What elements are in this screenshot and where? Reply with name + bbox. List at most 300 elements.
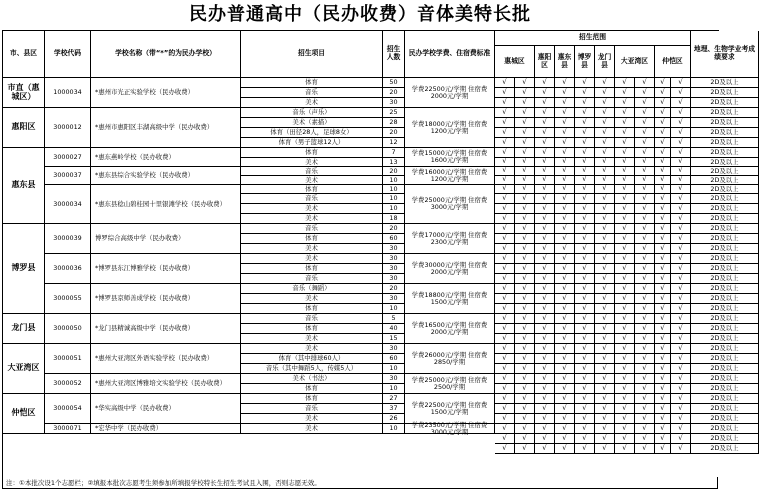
scope-check: √: [671, 354, 691, 364]
school-name: *惠州市光正实验学校（民办收费）: [91, 78, 241, 108]
program-count: 15: [383, 334, 405, 344]
scope-check: √: [555, 108, 575, 118]
scope-check: √: [671, 167, 691, 176]
scope-check: √: [515, 176, 535, 185]
scope-check: √: [515, 138, 535, 148]
scope-check: √: [595, 108, 615, 118]
header-code: 学校代码: [45, 31, 91, 78]
requirement-cell: 2D及以上: [691, 384, 759, 394]
scope-check: √: [535, 167, 555, 176]
scope-check: √: [575, 434, 595, 444]
school-name: *惠东县综合实验学校（民办收费）: [91, 167, 241, 185]
scope-check: √: [495, 148, 515, 158]
fee-cell: 学费25000元/学期 住宿费2500/学期: [405, 374, 495, 394]
scope-check: √: [515, 374, 535, 384]
program-name: 音乐: [241, 274, 383, 284]
scope-check: √: [615, 304, 635, 314]
scope-check: √: [635, 274, 655, 284]
program-name: 美术: [241, 158, 383, 167]
header-district: 惠城区: [495, 46, 535, 78]
header-district: 博罗县: [575, 46, 595, 78]
scope-check: √: [655, 414, 671, 424]
fee-cell: 学费23500元/学期 住宿费3000元/学期: [405, 424, 495, 434]
scope-check: √: [515, 244, 535, 254]
scope-check: √: [495, 204, 515, 214]
scope-check: √: [671, 304, 691, 314]
scope-check: √: [615, 244, 635, 254]
scope-check: √: [671, 194, 691, 204]
scope-check: √: [635, 334, 655, 344]
header-fee: 民办学校学费、住宿费标准: [405, 31, 495, 78]
scope-check: √: [555, 176, 575, 185]
requirement-cell: 2D及以上: [691, 314, 759, 324]
scope-check: √: [635, 394, 655, 404]
scope-check: √: [495, 314, 515, 324]
scope-check: √: [575, 128, 595, 138]
scope-check: √: [515, 204, 535, 214]
program-count: 10: [383, 384, 405, 394]
program-name: 美术: [241, 204, 383, 214]
scope-check: √: [595, 284, 615, 294]
scope-check: √: [535, 224, 555, 234]
scope-check: √: [575, 304, 595, 314]
scope-check: √: [655, 254, 671, 264]
scope-check: √: [635, 204, 655, 214]
scope-check: √: [515, 194, 535, 204]
scope-check: √: [495, 324, 515, 334]
fee-cell: 学费15000元/学期 住宿费1600元/学期: [405, 148, 495, 167]
scope-check: √: [615, 364, 635, 374]
header-requirement: 地理、生物学业考成绩要求: [691, 31, 759, 78]
requirement-cell: 2D及以上: [691, 234, 759, 244]
requirement-cell: 2D及以上: [691, 284, 759, 294]
requirement-cell: 2D及以上: [691, 334, 759, 344]
scope-check: √: [535, 384, 555, 394]
requirement-cell: 2D及以上: [691, 434, 759, 444]
scope-check: √: [555, 214, 575, 224]
scope-check: √: [595, 224, 615, 234]
program-name: 美术: [241, 294, 383, 304]
scope-check: √: [515, 78, 535, 88]
fee-cell: 学费18000元/学期 住宿费1200元/学期: [405, 108, 495, 148]
program-count: 30: [383, 98, 405, 108]
scope-check: √: [575, 108, 595, 118]
scope-check: √: [635, 158, 655, 167]
requirement-cell: 2D及以上: [691, 158, 759, 167]
school-name: *博罗县京师善成学校（民办收费）: [91, 284, 241, 314]
scope-check: √: [595, 176, 615, 185]
scope-check: √: [575, 294, 595, 304]
scope-check: √: [615, 384, 635, 394]
program-name: 美术（书法）: [241, 374, 383, 384]
scope-check: √: [555, 138, 575, 148]
scope-check: √: [671, 274, 691, 284]
city-cell: 大亚湾区: [3, 344, 45, 394]
scope-check: √: [555, 185, 575, 194]
school-code: 3000036: [45, 254, 91, 284]
requirement-cell: 2D及以上: [691, 88, 759, 98]
scope-check: √: [671, 148, 691, 158]
scope-check: √: [615, 394, 635, 404]
scope-check: √: [635, 194, 655, 204]
requirement-cell: 2D及以上: [691, 424, 759, 434]
scope-check: √: [495, 176, 515, 185]
scope-check: √: [575, 194, 595, 204]
scope-check: √: [615, 354, 635, 364]
header-district: 龙门县: [595, 46, 615, 78]
requirement-cell: 2D及以上: [691, 404, 759, 414]
scope-check: √: [671, 214, 691, 224]
program-name: 体育: [241, 304, 383, 314]
scope-check: √: [615, 98, 635, 108]
scope-check: √: [655, 167, 671, 176]
scope-check: √: [671, 118, 691, 128]
scope-check: √: [555, 204, 575, 214]
scope-check: √: [535, 118, 555, 128]
program-count: 30: [383, 254, 405, 264]
scope-check: √: [655, 274, 671, 284]
scope-check: √: [555, 334, 575, 344]
scope-check: √: [555, 434, 575, 444]
scope-check: √: [595, 185, 615, 194]
scope-check: √: [635, 354, 655, 364]
header-district: 惠东县: [555, 46, 575, 78]
scope-check: √: [495, 334, 515, 344]
scope-check: √: [495, 304, 515, 314]
scope-check: √: [555, 444, 575, 454]
scope-check: √: [655, 374, 671, 384]
scope-check: √: [535, 324, 555, 334]
scope-check: √: [535, 176, 555, 185]
scope-check: √: [595, 434, 615, 444]
scope-check: √: [495, 264, 515, 274]
scope-check: √: [655, 354, 671, 364]
school-code: 3000027: [45, 148, 91, 167]
scope-check: √: [535, 404, 555, 414]
program-name: 美术: [241, 254, 383, 264]
scope-check: √: [635, 224, 655, 234]
scope-check: √: [495, 185, 515, 194]
scope-check: √: [671, 158, 691, 167]
scope-check: √: [595, 214, 615, 224]
scope-check: √: [495, 78, 515, 88]
program-count: 30: [383, 274, 405, 284]
scope-check: √: [671, 88, 691, 98]
scope-check: √: [555, 324, 575, 334]
scope-check: √: [655, 98, 671, 108]
scope-check: √: [671, 264, 691, 274]
scope-check: √: [535, 284, 555, 294]
scope-check: √: [595, 98, 615, 108]
program-count: 20: [383, 224, 405, 234]
scope-check: √: [495, 284, 515, 294]
scope-check: √: [671, 138, 691, 148]
school-code: 3000055: [45, 284, 91, 314]
scope-check: √: [535, 234, 555, 244]
scope-check: √: [595, 404, 615, 414]
school-name: *惠州大亚湾区博雅培文实验学校（民办收费）: [91, 374, 241, 394]
program-count: 30: [383, 244, 405, 254]
scope-check: √: [555, 374, 575, 384]
scope-check: √: [595, 354, 615, 364]
school-code: 3000054: [45, 394, 91, 424]
scope-check: √: [595, 414, 615, 424]
requirement-cell: 2D及以上: [691, 394, 759, 404]
scope-check: √: [671, 284, 691, 294]
city-cell: 惠东县: [3, 148, 45, 224]
header-district: 惠阳区: [535, 46, 555, 78]
scope-check: √: [575, 98, 595, 108]
scope-check: √: [595, 148, 615, 158]
fee-cell: 学费22500元/学期 住宿费1500元/学期: [405, 394, 495, 424]
scope-check: √: [635, 314, 655, 324]
scope-check: √: [671, 334, 691, 344]
program-count: 10: [383, 194, 405, 204]
scope-check: √: [515, 294, 535, 304]
footnote: 注：①本批次设1个志愿栏；②填报本批次志愿考生须参加所填报学校特长生招生考试且入围，否则志愿无效。: [2, 477, 718, 489]
program-name: 音乐（其中舞蹈5人，传媒5人）: [241, 364, 383, 374]
scope-check: √: [615, 204, 635, 214]
program-count: 20: [383, 128, 405, 138]
scope-check: √: [575, 334, 595, 344]
fee-cell: 学费25000元/学期 住宿费3000元/学期: [405, 185, 495, 224]
scope-check: √: [555, 294, 575, 304]
program-name: 体育: [241, 78, 383, 88]
scope-check: √: [495, 118, 515, 128]
scope-check: √: [515, 424, 535, 434]
program-name: 音乐: [241, 224, 383, 234]
scope-check: √: [595, 78, 615, 88]
scope-check: √: [535, 274, 555, 284]
scope-check: √: [495, 128, 515, 138]
scope-check: √: [671, 224, 691, 234]
scope-check: √: [575, 88, 595, 98]
program-count: 10: [383, 185, 405, 194]
scope-check: √: [535, 254, 555, 264]
scope-check: √: [535, 98, 555, 108]
scope-check: √: [515, 394, 535, 404]
scope-check: √: [595, 234, 615, 244]
scope-check: √: [635, 384, 655, 394]
scope-check: √: [495, 354, 515, 364]
scope-check: √: [535, 444, 555, 454]
scope-check: √: [515, 185, 535, 194]
scope-check: √: [671, 344, 691, 354]
scope-check: √: [615, 374, 635, 384]
scope-check: √: [615, 444, 635, 454]
scope-check: √: [635, 244, 655, 254]
fee-cell: 学费16500元/学期 住宿费2000元/学期: [405, 314, 495, 344]
scope-check: √: [555, 424, 575, 434]
scope-check: √: [515, 364, 535, 374]
scope-check: √: [635, 108, 655, 118]
scope-check: √: [535, 78, 555, 88]
scope-check: √: [535, 374, 555, 384]
program-count: 50: [383, 78, 405, 88]
scope-check: √: [575, 167, 595, 176]
scope-check: √: [555, 404, 575, 414]
scope-check: √: [495, 234, 515, 244]
scope-check: √: [535, 108, 555, 118]
scope-check: √: [671, 394, 691, 404]
scope-check: √: [495, 138, 515, 148]
scope-check: √: [671, 294, 691, 304]
scope-check: √: [535, 314, 555, 324]
scope-check: √: [635, 98, 655, 108]
scope-check: √: [555, 354, 575, 364]
scope-check: √: [535, 394, 555, 404]
scope-check: √: [535, 424, 555, 434]
scope-check: √: [671, 244, 691, 254]
header-scope: 招生范围: [495, 31, 691, 46]
scope-check: √: [595, 194, 615, 204]
scope-check: √: [655, 404, 671, 414]
scope-check: √: [555, 414, 575, 424]
scope-check: √: [595, 244, 615, 254]
requirement-cell: 2D及以上: [691, 148, 759, 158]
program-count: 30: [383, 344, 405, 354]
scope-check: √: [671, 78, 691, 88]
program-count: 10: [383, 424, 405, 434]
program-name: 美术: [241, 244, 383, 254]
program-name: 音乐（舞蹈）: [241, 284, 383, 294]
scope-check: √: [555, 384, 575, 394]
scope-check: √: [515, 214, 535, 224]
scope-check: √: [495, 254, 515, 264]
fee-cell: 学费26000元/学期 住宿费2850/学期: [405, 344, 495, 374]
scope-check: √: [515, 404, 535, 414]
scope-check: √: [615, 414, 635, 424]
scope-check: √: [615, 424, 635, 434]
scope-check: √: [575, 176, 595, 185]
program-count: 10: [383, 204, 405, 214]
scope-check: √: [635, 138, 655, 148]
program-name: 音乐: [241, 88, 383, 98]
scope-check: √: [635, 344, 655, 354]
scope-check: √: [635, 284, 655, 294]
scope-check: √: [555, 118, 575, 128]
scope-check: √: [575, 138, 595, 148]
scope-check: √: [655, 264, 671, 274]
scope-check: √: [575, 264, 595, 274]
scope-check: √: [555, 78, 575, 88]
school-name: *惠州大亚湾区外语实验学校（民办收费）: [91, 344, 241, 374]
scope-check: √: [671, 384, 691, 394]
scope-check: √: [495, 108, 515, 118]
requirement-cell: 2D及以上: [691, 224, 759, 234]
scope-check: √: [495, 194, 515, 204]
scope-check: √: [575, 354, 595, 364]
scope-check: √: [595, 444, 615, 454]
scope-check: √: [615, 185, 635, 194]
program-count: 40: [383, 324, 405, 334]
program-name: 体育: [241, 264, 383, 274]
scope-check: √: [535, 204, 555, 214]
scope-check: √: [671, 314, 691, 324]
fee-cell: 学费22500元/学期 住宿费2000元/学期: [405, 78, 495, 108]
scope-check: √: [671, 434, 691, 444]
scope-check: √: [575, 78, 595, 88]
program-count: 30: [383, 294, 405, 304]
program-count: 25: [383, 108, 405, 118]
scope-check: √: [515, 158, 535, 167]
scope-check: √: [655, 394, 671, 404]
program-count: 28: [383, 118, 405, 128]
program-count: 60: [383, 354, 405, 364]
requirement-cell: 2D及以上: [691, 214, 759, 224]
scope-check: √: [635, 434, 655, 444]
scope-check: √: [655, 384, 671, 394]
requirement-cell: 2D及以上: [691, 138, 759, 148]
fee-cell: 学费17000元/学期 住宿费2300元/学期: [405, 224, 495, 254]
scope-check: √: [671, 176, 691, 185]
scope-check: √: [535, 334, 555, 344]
program-name: 美术（素描）: [241, 118, 383, 128]
scope-check: √: [555, 244, 575, 254]
scope-check: √: [615, 334, 635, 344]
scope-check: √: [615, 108, 635, 118]
scope-check: √: [635, 128, 655, 138]
scope-check: √: [495, 224, 515, 234]
scope-check: √: [655, 118, 671, 128]
scope-check: √: [655, 78, 671, 88]
scope-check: √: [595, 254, 615, 264]
scope-check: √: [615, 224, 635, 234]
scope-check: √: [635, 214, 655, 224]
scope-check: √: [615, 344, 635, 354]
scope-check: √: [671, 204, 691, 214]
scope-check: √: [555, 274, 575, 284]
scope-check: √: [575, 254, 595, 264]
city-cell: 龙门县: [3, 314, 45, 344]
scope-check: √: [595, 324, 615, 334]
scope-check: √: [655, 334, 671, 344]
scope-check: √: [615, 176, 635, 185]
scope-check: √: [595, 364, 615, 374]
program-name: 美术: [241, 334, 383, 344]
requirement-cell: 2D及以上: [691, 194, 759, 204]
scope-check: √: [555, 224, 575, 234]
scope-check: √: [575, 284, 595, 294]
school-name: *惠东燕岭学校（民办收费）: [91, 148, 241, 167]
scope-check: √: [595, 344, 615, 354]
scope-check: √: [575, 404, 595, 414]
scope-check: √: [555, 344, 575, 354]
program-name: 美术: [241, 98, 383, 108]
scope-check: √: [575, 444, 595, 454]
scope-check: √: [555, 128, 575, 138]
scope-check: √: [575, 148, 595, 158]
scope-check: √: [655, 108, 671, 118]
scope-check: √: [495, 434, 515, 444]
program-name: 体育（男子篮球12人）: [241, 138, 383, 148]
scope-check: √: [655, 294, 671, 304]
scope-check: √: [515, 128, 535, 138]
program-count: 10: [383, 304, 405, 314]
city-cell: 博罗县: [3, 224, 45, 314]
school-code: 3000039: [45, 224, 91, 254]
scope-check: √: [671, 444, 691, 454]
requirement-cell: 2D及以上: [691, 108, 759, 118]
scope-check: √: [615, 254, 635, 264]
scope-check: √: [655, 204, 671, 214]
scope-check: √: [615, 128, 635, 138]
scope-check: √: [495, 414, 515, 424]
scope-check: √: [555, 167, 575, 176]
scope-check: √: [635, 78, 655, 88]
requirement-cell: 2D及以上: [691, 244, 759, 254]
scope-check: √: [535, 194, 555, 204]
